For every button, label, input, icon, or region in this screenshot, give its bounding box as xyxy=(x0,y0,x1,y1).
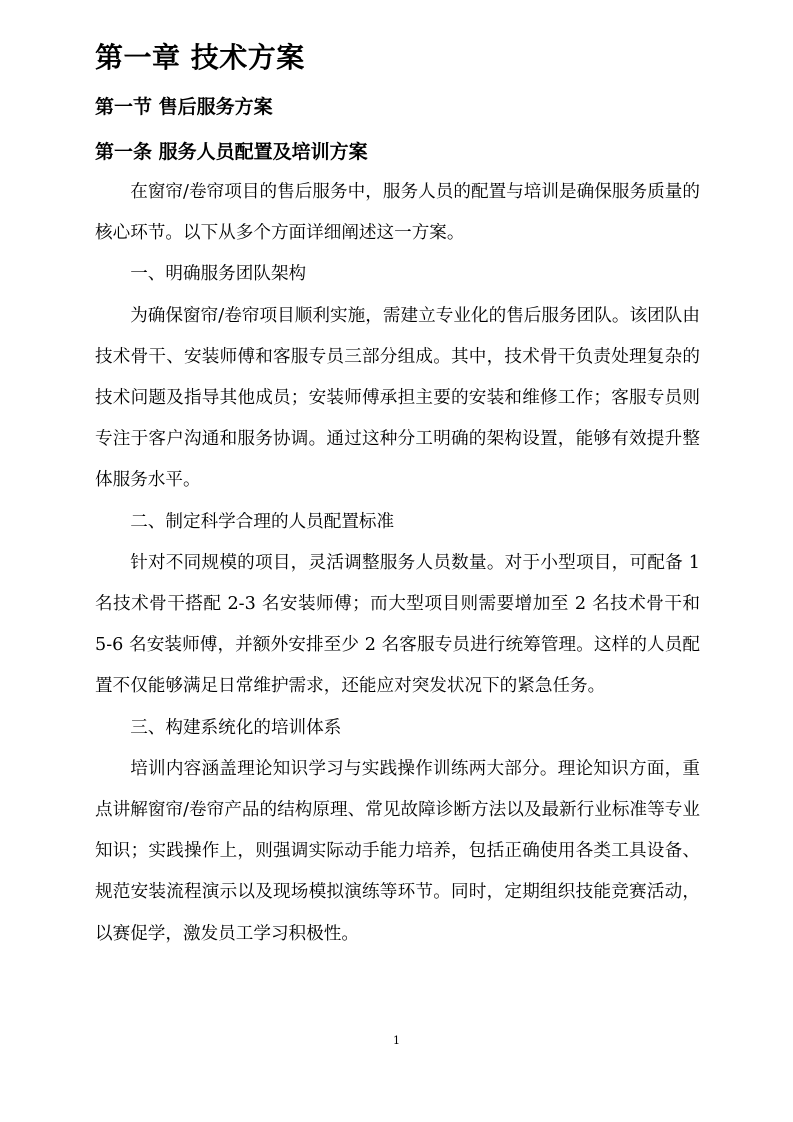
paragraph-team-structure: 为确保窗帘/卷帘项目顺利实施，需建立专业化的售后服务团队。该团队由技术骨干、安装师傅和客服专员三部分组成。其中，技术骨干负责处理复杂的技术问题及指导其他成员；安装师傅承担主要的安装和维修工作；客服专员则专注于客户沟通和服务协调。通过这种分工明确的架构设置，能够有效提升整体服务水平。 xyxy=(95,305,700,491)
article-title: 第一条 服务人员配置及培训方案 xyxy=(95,141,368,163)
intro-paragraph: 在窗帘/卷帘项目的售后服务中，服务人员的配置与培训是确保服务质量的核心环节。以下从多个方面详细阐述这一方案。 xyxy=(95,182,700,244)
paragraph-staffing-standard: 针对不同规模的项目，灵活调整服务人员数量。对于小型项目，可配备 1 名技术骨干搭配 2-3 名安装师傅；而大型项目则需要增加至 2 名技术骨干和 5-6 名安装师傅，并额外安排至少 2 名客服专员进行统筹管理。这样的人员配置不仅能够满足日常维护需求，还能应对突发状况下的紧急任务。 xyxy=(95,552,700,697)
document-page xyxy=(95,0,700,1122)
page-number: 1 xyxy=(393,1034,400,1047)
chapter-title: 第一章 技术方案 xyxy=(95,41,305,74)
section-heading-team-structure: 一、明确服务团队架构 xyxy=(130,264,307,285)
paragraph-training-system: 培训内容涵盖理论知识学习与实践操作训练两大部分。理论知识方面，重点讲解窗帘/卷帘产品的结构原理、常见故障诊断方法以及最新行业标准等专业知识；实践操作上，则强调实际动手能力培养，包括正确使用各类工具设备、规范安装流程演示以及现场模拟演练等环节。同时，定期组织技能竞赛活动，以赛促学，激发员工学习积极性。 xyxy=(95,758,700,944)
section-title: 第一节 售后服务方案 xyxy=(95,96,273,118)
section-heading-staffing-standard: 二、制定科学合理的人员配置标准 xyxy=(130,511,395,532)
section-heading-training-system: 三、构建系统化的培训体系 xyxy=(130,717,342,738)
document-body xyxy=(95,172,700,955)
